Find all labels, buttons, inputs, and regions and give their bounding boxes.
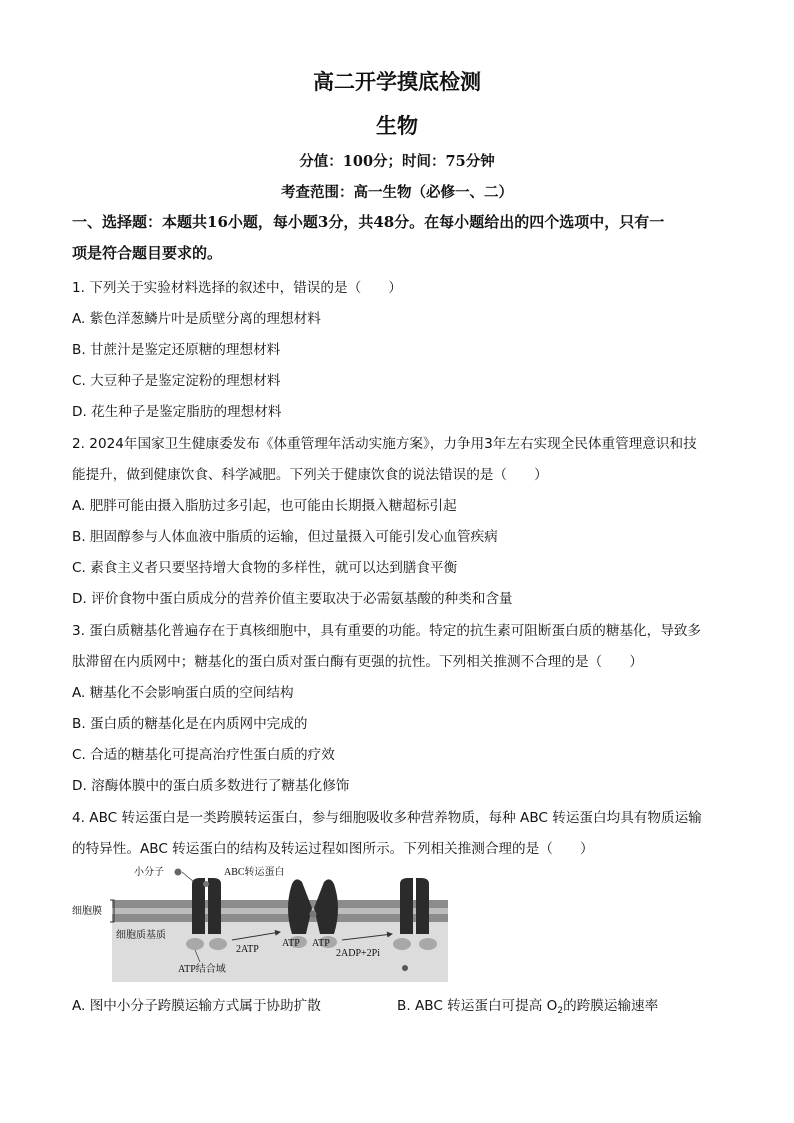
membrane-bottom-layer	[112, 914, 448, 922]
label-2atp: 2ATP	[236, 944, 259, 955]
q2-option-c: C. 素食主义者只要坚持增大食物的多样性，就可以达到膳食平衡	[72, 560, 458, 576]
q3-option-d: D. 溶酶体膜中的蛋白质多数进行了糖基化修饰	[72, 778, 350, 794]
label-atp-2: ATP	[312, 938, 330, 949]
q3-option-c: C. 合适的糖基化可提高治疗性蛋白质的疗效	[72, 747, 335, 763]
q4-option-a: A. 图中小分子跨膜运输方式属于协助扩散	[72, 998, 321, 1014]
q4-stem-2: 的特异性。ABC 转运蛋白的结构及转运过程如图所示。下列相关推测合理的是（ ）	[72, 841, 594, 857]
q2-option-b: B. 胆固醇参与人体血液中脂质的运输，但过量摄入可能引发心血管疾病	[72, 529, 498, 545]
label-membrane: 细胞膜	[72, 906, 102, 917]
q1-option-b: B. 甘蔗汁是鉴定还原糖的理想材料	[72, 342, 281, 358]
q2-stem-2: 能提升，做到健康饮食、科学减肥。下列关于健康饮食的说法错误的是（ ）	[72, 467, 548, 483]
label-abc-protein: ABC转运蛋白	[224, 867, 285, 878]
q4-option-b-text: B. ABC 转运蛋白可提高 O	[397, 998, 558, 1014]
exam-title: 高二开学摸底检测	[313, 69, 481, 94]
q2-stem-1: 2. 2024年国家卫生健康委发布《体重管理年活动实施方案》，力争用3年左右实现全民体重管理意识和技	[72, 436, 697, 452]
q1-option-c: C. 大豆种子是鉴定淀粉的理想材料	[72, 373, 281, 389]
q3-option-b: B. 蛋白质的糖基化是在内质网中完成的	[72, 716, 308, 732]
q4-stem-1: 4. ABC 转运蛋白是一类跨膜转运蛋白，参与细胞吸收多种营养物质，每种 ABC 转运蛋白均具有物质运输	[72, 810, 702, 826]
label-cytoplasm: 细胞质基质	[116, 930, 166, 941]
leader-small-molecule	[182, 872, 194, 882]
exam-scope: 考查范围：高一生物（必修一、二）	[281, 184, 513, 201]
q1-stem: 1. 下列关于实验材料选择的叙述中，错误的是（ ）	[72, 280, 402, 296]
subject-title: 生物	[376, 113, 418, 138]
q2-option-d: D. 评价食物中蛋白质成分的营养价值主要取决于必需氨基酸的种类和含量	[72, 591, 513, 607]
label-small-molecule: 小分子	[134, 867, 164, 878]
q3-option-a: A. 糖基化不会影响蛋白质的空间结构	[72, 685, 294, 701]
q4-option-b	[397, 994, 727, 1016]
abc-transporter-figure	[72, 862, 448, 982]
q3-stem-1: 3. 蛋白质糖基化普遍存在于真核细胞中，具有重要的功能。特定的抗生素可阻断蛋白质的糖基化，导致多	[72, 623, 702, 639]
q1-option-a: A. 紫色洋葱鳞片叶是质壁分离的理想材料	[72, 311, 321, 327]
q1-option-d: D. 花生种子是鉴定脂肪的理想材料	[72, 404, 282, 420]
label-adp: 2ADP+2Pi	[336, 948, 380, 959]
section-heading	[72, 207, 724, 269]
label-atp-site: ATP结合域	[178, 964, 226, 975]
small-molecule-dot	[175, 869, 182, 876]
section-line-1: 一、选择题：本题共16小题，每小题3分，共48分。在每小题给出的四个选项中，只有一	[72, 213, 665, 231]
q4-option-b-subscript: 2	[557, 1006, 564, 1016]
q2-option-a: A. 肥胖可能由摄入脂肪过多引起，也可能由长期摄入糖超标引起	[72, 498, 457, 514]
q4-option-b-tail: 的跨膜运输速率	[563, 998, 659, 1014]
membrane-top-layer	[112, 900, 448, 908]
section-line-2: 项是符合题目要求的。	[72, 244, 223, 262]
q3-stem-2: 肽滞留在内质网中；糖基化的蛋白质对蛋白酶有更强的抗性。下列相关推测不合理的是（ ）	[72, 654, 643, 670]
label-atp-1: ATP	[282, 938, 300, 949]
score-time: 分值：100分；时间：75分钟	[299, 153, 495, 170]
membrane-middle-layer	[112, 908, 448, 914]
